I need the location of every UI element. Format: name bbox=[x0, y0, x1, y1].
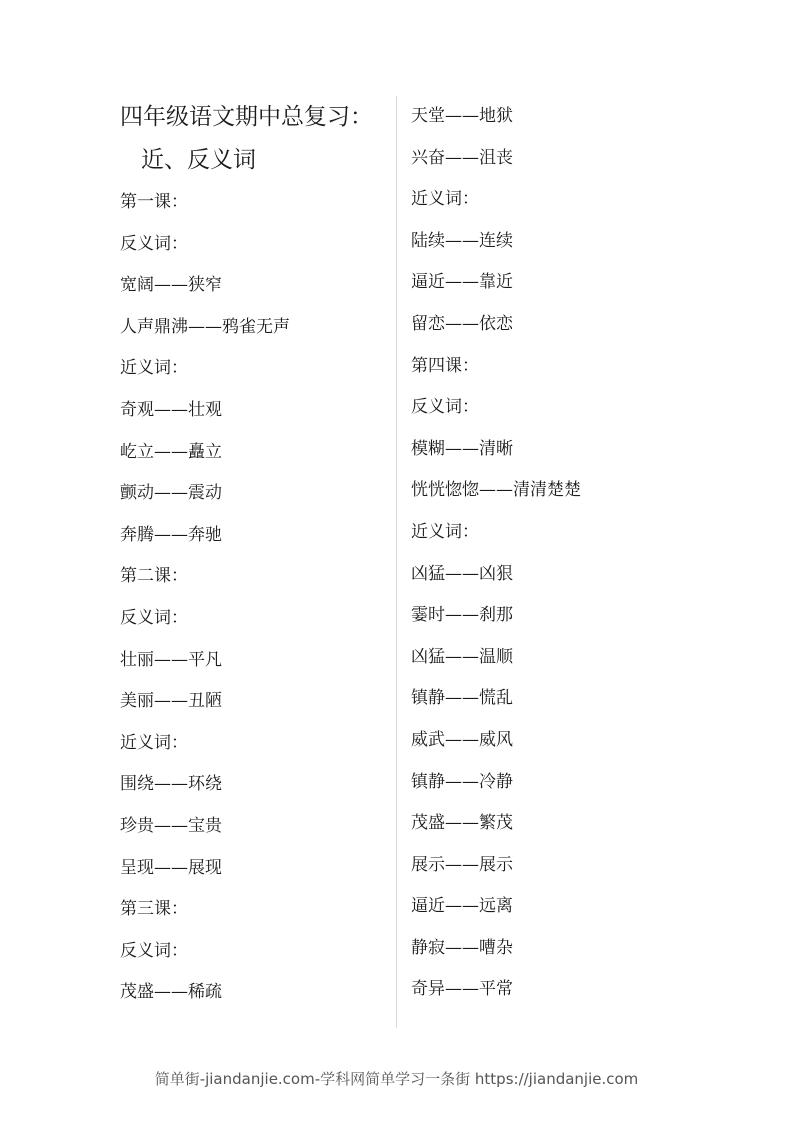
word-pair-line: 天堂——地狱 bbox=[411, 106, 513, 126]
page-footer: 简单街-jiandanjie.com-学科网简单学习一条街 https://jiandanjie.com bbox=[154, 1070, 639, 1088]
word-pair-line: 奔腾——奔驰 bbox=[120, 524, 222, 545]
left-word-list bbox=[120, 182, 390, 1014]
word-pair-line: 镇静——冷静 bbox=[411, 771, 513, 792]
word-pair-line: 霎时——刹那 bbox=[411, 605, 513, 626]
right-column bbox=[411, 96, 711, 1011]
word-pair-line: 模糊——清晰 bbox=[411, 438, 513, 459]
word-pair-line: 近义词： bbox=[120, 358, 188, 379]
word-pair-line: 奇观——壮观 bbox=[120, 399, 222, 420]
word-pair-line: 兴奋——沮丧 bbox=[411, 147, 513, 168]
word-pair-line: 近义词： bbox=[411, 521, 479, 542]
word-pair-line: 壮丽——平凡 bbox=[120, 649, 222, 670]
word-pair-line: 威武——威风 bbox=[411, 729, 513, 750]
word-pair-line: 茂盛——繁茂 bbox=[411, 813, 513, 834]
word-pair-line: 茂盛——稀疏 bbox=[120, 982, 222, 1003]
word-pair-line: 颤动——震动 bbox=[120, 483, 222, 504]
word-pair-line: 镇静——慌乱 bbox=[411, 688, 513, 709]
column-divider bbox=[396, 96, 397, 1028]
word-pair-line: 第二课： bbox=[120, 566, 188, 587]
word-pair-line: 反义词： bbox=[120, 940, 188, 961]
word-pair-line: 展示——展示 bbox=[411, 854, 513, 875]
word-pair-line: 凶猛——温顺 bbox=[411, 646, 513, 667]
document-subtitle: 近、反义词 bbox=[141, 147, 256, 173]
word-pair-line: 反义词： bbox=[120, 233, 188, 254]
word-pair-line: 凶猛——凶狠 bbox=[411, 563, 513, 584]
word-pair-line: 人声鼎沸——鸦雀无声 bbox=[120, 316, 290, 337]
word-pair-line: 恍恍惚惚——清清楚楚 bbox=[411, 480, 581, 501]
word-pair-line: 留恋——依恋 bbox=[411, 313, 513, 334]
word-pair-line: 珍贵——宝贵 bbox=[120, 815, 222, 836]
word-pair-line: 围绕——环绕 bbox=[120, 774, 222, 795]
word-pair-line: 静寂——嘈杂 bbox=[411, 937, 513, 958]
word-pair-line: 美丽——丑陋 bbox=[120, 691, 222, 712]
word-pair-line: 逼近——远离 bbox=[411, 896, 513, 917]
word-pair-line: 宽阔——狭窄 bbox=[120, 275, 222, 296]
word-pair-line: 反义词： bbox=[120, 607, 188, 628]
right-word-list bbox=[411, 96, 711, 1011]
word-pair-line: 近义词： bbox=[411, 189, 479, 210]
word-pair-line: 第三课： bbox=[120, 899, 188, 920]
document-title: 四年级语文期中总复习： bbox=[120, 104, 373, 130]
word-pair-line: 陆续——连续 bbox=[411, 230, 513, 251]
word-pair-line: 呈现——展现 bbox=[120, 857, 222, 878]
word-pair-line: 第四课： bbox=[411, 355, 479, 376]
word-pair-line: 逼近——靠近 bbox=[411, 272, 513, 293]
left-column bbox=[120, 96, 390, 1014]
word-pair-line: 第一课： bbox=[120, 192, 188, 212]
word-pair-line: 屹立——矗立 bbox=[120, 441, 222, 462]
word-pair-line: 近义词： bbox=[120, 732, 188, 753]
word-pair-line: 反义词： bbox=[411, 397, 479, 418]
word-pair-line: 奇异——平常 bbox=[411, 979, 513, 1000]
